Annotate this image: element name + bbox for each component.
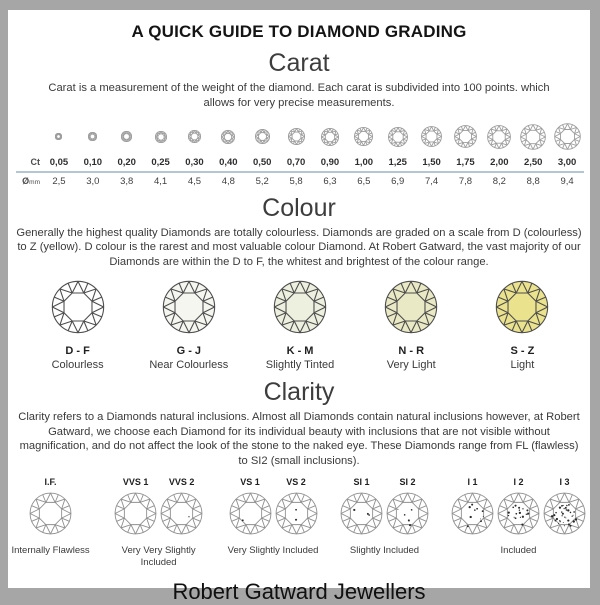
colour-grade-cell: [22, 280, 133, 371]
carat-weight-row-label: Ct: [30, 157, 40, 168]
clarity-grade-label: I.F.: [44, 477, 57, 488]
clarity-group-items: [228, 477, 319, 540]
carat-diamond-icon: [554, 123, 581, 150]
colour-range-label: K - M: [286, 344, 314, 357]
carat-diameter-value: 4,8: [221, 175, 235, 187]
clarity-diamond-icon: [340, 492, 383, 535]
carat-weight-value: 1,00: [354, 156, 374, 168]
clarity-grade-label: I 1: [467, 477, 478, 488]
clarity-group-caption: Very Slightly Included: [227, 545, 319, 557]
colour-grade-name: Near Colourless: [149, 358, 229, 371]
clarity-grade-cell: [339, 477, 383, 540]
clarity-grades-row: [8, 477, 590, 570]
carat-weight-value: 0,70: [286, 156, 306, 168]
clarity-diamond-icon: [497, 492, 540, 535]
carat-diamond-cell: [279, 128, 313, 145]
carat-diameter-value: 3,0: [86, 175, 100, 187]
colour-grade-cell: [467, 280, 578, 371]
guide-page: [8, 10, 590, 604]
page-title: A QUICK GUIDE TO DIAMOND GRADING: [131, 22, 467, 41]
clarity-diamond-icon: [451, 492, 494, 535]
diameter-unit: mm: [29, 179, 40, 187]
clarity-grade-label: SI 2: [399, 477, 416, 488]
colour-grade-name: Light: [510, 358, 535, 371]
carat-diameter-value: 4,1: [153, 175, 168, 187]
carat-diamond-cell: [313, 128, 347, 146]
colour-range-label: D - F: [65, 344, 90, 357]
clarity-description: Clarity refers to a Diamonds natural inclusions. Almost all Diamonds contain natural inclusions however, at Robert Gatward, we choose each Diamond for its individual beauty with inclusions that are not visible without magnification, and do not affect the look of the stone to the naked eye. These Diamonds range from FL (flawless) to SI2 (small inclusions).: [18, 410, 580, 468]
carat-diameter-value: 5,2: [255, 175, 269, 187]
clarity-grade-cell: [160, 477, 204, 540]
carat-diamond-icon: [321, 128, 339, 146]
carat-diamond-icon: [487, 125, 511, 149]
clarity-group-caption: Slightly Included: [349, 545, 420, 557]
carat-diameter-value: 7,8: [458, 175, 473, 187]
clarity-diamond-icon: [543, 492, 586, 535]
carat-diamond-cell: [516, 124, 550, 150]
colour-heading: Colour: [262, 193, 336, 222]
carat-diamond-icon: [354, 127, 373, 146]
carat-diameter-value: 6,3: [323, 175, 337, 187]
clarity-diamond-icon: [386, 492, 429, 535]
carat-diamond-cell: [482, 125, 516, 149]
carat-weight-value: 0,50: [252, 156, 272, 168]
colour-diamond-icon: [51, 280, 105, 334]
clarity-group: [111, 477, 207, 570]
carat-diamond-cell: [449, 125, 483, 148]
carat-diamond-cell: [178, 130, 212, 143]
carat-diamond-cell: [550, 123, 584, 150]
clarity-grade-label: SI 1: [353, 477, 370, 488]
carat-diameter-value: 4,5: [187, 175, 202, 187]
carat-weight-value: 0,10: [83, 156, 103, 168]
carat-description: Carat is a measurement of the weight of the diamond. Each carat is subdivided into 100 points. which allows for very precise measurements.: [48, 82, 550, 109]
carat-diamond-icon: [88, 132, 97, 141]
clarity-grade-cell: [274, 477, 318, 540]
colour-grades-row: [22, 280, 578, 371]
clarity-heading: Clarity: [263, 377, 335, 406]
carat-diamond-cell: [347, 127, 381, 146]
clarity-grade-label: VS 2: [286, 477, 306, 488]
clarity-group-items: [111, 477, 207, 540]
clarity-grade-label: I 2: [513, 477, 524, 488]
carat-weight-value: 1,50: [422, 156, 441, 168]
carat-diameter-row-label: Ømm: [22, 176, 40, 187]
clarity-group-caption: Included: [500, 545, 537, 557]
clarity-grade-label: VS 1: [240, 477, 260, 488]
carat-diameter-value: 3,8: [120, 175, 134, 187]
carat-diamond-cell: [42, 133, 76, 140]
clarity-group: [228, 477, 319, 557]
carat-weight-value: 2,00: [490, 156, 509, 168]
clarity-group-caption: Internally Flawless: [11, 545, 90, 557]
carat-weight-value: 0,90: [320, 156, 340, 168]
colour-description: Generally the highest quality Diamonds are totally colourless. Diamonds are graded on a scale from D (colourless) to Z (yellow). D colour is the rarest and most valuable colour Diamond. At Robert Gatward, the vast majority of our Diamonds are within the D to F, the whitest and brightest of the colour range.: [16, 226, 582, 269]
clarity-group: [450, 477, 586, 557]
clarity-group-caption: Very Very Slightly Included: [121, 545, 196, 569]
carat-diamond-icon: [520, 124, 546, 150]
colour-grade-cell: [356, 280, 467, 371]
colour-range-label: S - Z: [510, 344, 535, 357]
carat-diamond-icon: [155, 131, 167, 143]
carat-diameter-value: 8,8: [526, 175, 540, 187]
carat-weight-value: 0,40: [219, 156, 238, 168]
carat-diameter-value: 7,4: [424, 175, 439, 187]
carat-diameter-value: 2,5: [52, 175, 66, 187]
clarity-diamond-icon: [114, 492, 157, 535]
carat-diamond-cell: [110, 131, 144, 142]
carat-diamond-cell: [381, 127, 415, 147]
carat-diameter-value: 9,4: [560, 175, 574, 187]
clarity-grade-cell: [114, 477, 158, 540]
carat-weight-value: 0,20: [117, 156, 136, 168]
colour-diamond-icon: [162, 280, 216, 334]
carat-diamonds-row: [16, 121, 584, 153]
carat-weight-value: 0,30: [185, 156, 204, 168]
clarity-group-items: [12, 477, 90, 540]
clarity-grade-label: VVS 1: [122, 477, 149, 488]
colour-diamond-icon: [384, 280, 438, 334]
clarity-group: [339, 477, 429, 557]
carat-diamond-cell: [76, 132, 110, 141]
colour-grade-name: Very Light: [386, 358, 436, 371]
colour-grade-name: Colourless: [51, 358, 104, 371]
clarity-diamond-icon: [229, 492, 272, 535]
clarity-grade-label: I 3: [559, 477, 570, 488]
clarity-grade-cell: [29, 477, 73, 540]
carat-weight-row: [16, 153, 584, 171]
clarity-diamond-icon: [275, 492, 318, 535]
clarity-grade-cell: [542, 477, 586, 540]
carat-scale-table: [16, 121, 584, 187]
colour-grade-cell: [244, 280, 355, 371]
carat-diamond-icon: [255, 129, 270, 144]
carat-heading: Carat: [268, 49, 330, 77]
carat-diamond-icon: [188, 130, 201, 143]
carat-diameter-value: 6,5: [357, 175, 371, 187]
carat-diamond-icon: [121, 131, 132, 142]
carat-diameter-value: 8,2: [492, 175, 506, 187]
carat-diamond-icon: [388, 127, 408, 147]
carat-weight-value: 3,00: [557, 156, 577, 168]
carat-diamond-icon: [221, 130, 235, 144]
colour-range-label: G - J: [176, 344, 202, 357]
carat-weight-value: 1,25: [388, 156, 407, 168]
carat-weight-value: 0,25: [151, 156, 170, 168]
carat-diamond-icon: [421, 126, 442, 147]
carat-diamond-icon: [288, 128, 305, 145]
clarity-grade-label: VVS 2: [168, 477, 195, 488]
carat-diameter-value: 6,9: [391, 175, 405, 187]
colour-range-label: N - R: [398, 344, 425, 357]
carat-diamond-cell: [415, 126, 449, 147]
clarity-diamond-icon: [160, 492, 203, 535]
carat-diamond-cell: [245, 129, 279, 144]
colour-diamond-icon: [273, 280, 327, 334]
colour-grade-name: Slightly Tinted: [265, 358, 335, 371]
carat-diamond-icon: [55, 133, 62, 140]
carat-diameter-row: [16, 171, 584, 187]
clarity-group: [12, 477, 90, 557]
carat-diamond-icon: [454, 125, 477, 148]
carat-weight-value: 0,05: [49, 156, 69, 168]
colour-grade-cell: [133, 280, 244, 371]
footer-brand: Robert Gatward Jewellers: [172, 578, 426, 604]
colour-diamond-icon: [495, 280, 549, 334]
clarity-group-items: [450, 477, 586, 540]
carat-weight-value: 2,50: [523, 156, 543, 168]
carat-diameter-value: 5,8: [289, 175, 303, 187]
clarity-diamond-icon: [29, 492, 72, 535]
carat-diamond-cell: [211, 130, 245, 144]
clarity-grade-cell: [228, 477, 272, 540]
clarity-grade-cell: [385, 477, 429, 540]
carat-diamond-cell: [144, 131, 178, 143]
clarity-grade-cell: [450, 477, 494, 540]
carat-weight-value: 1,75: [456, 156, 475, 168]
clarity-grade-cell: [496, 477, 540, 540]
clarity-group-items: [339, 477, 429, 540]
